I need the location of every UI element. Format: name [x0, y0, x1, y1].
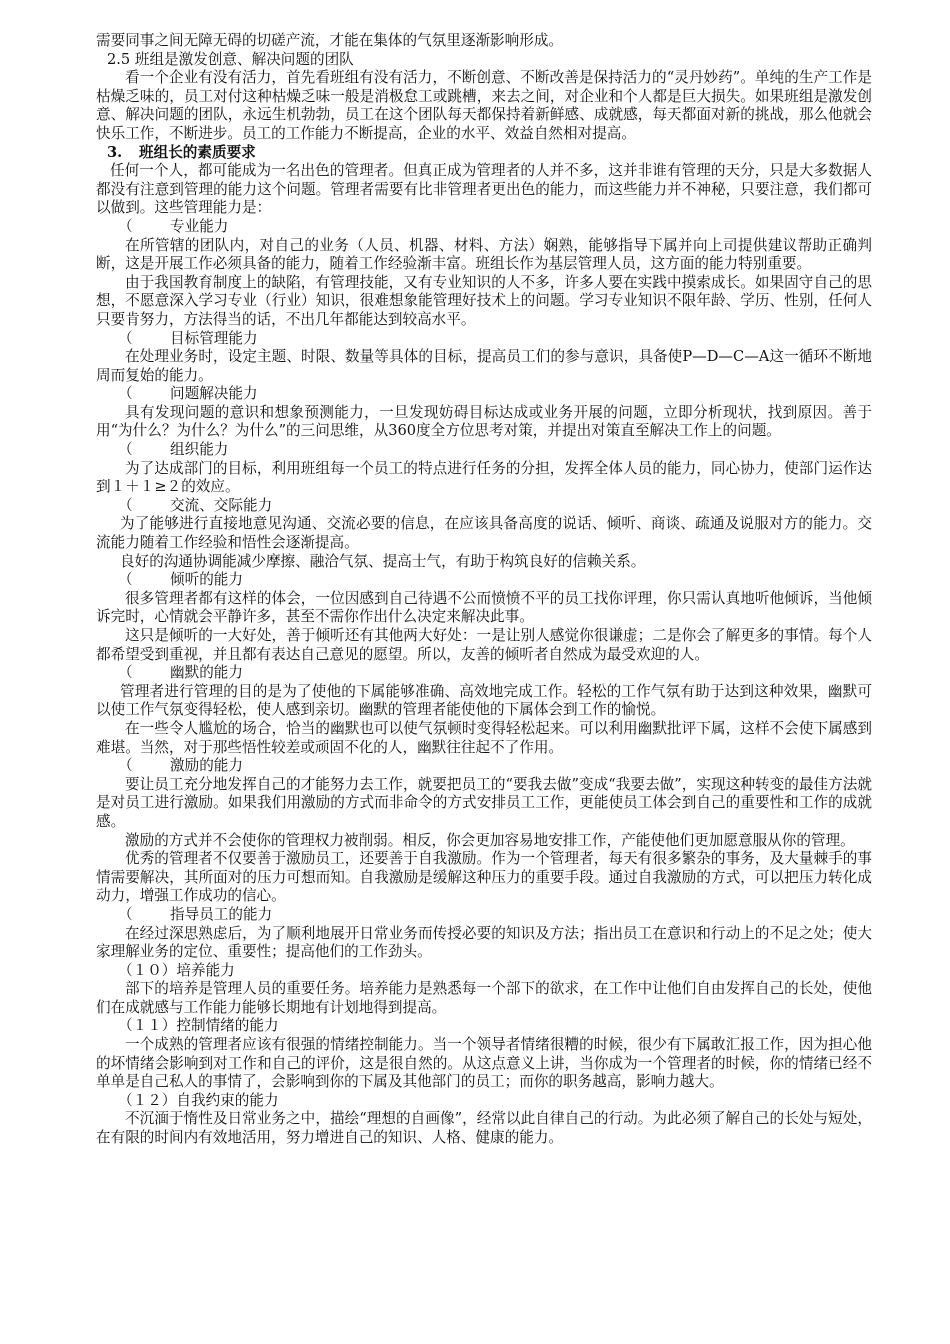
ability-title: 幽默的能力 — [170, 664, 243, 682]
ability-marker: （ — [118, 441, 133, 459]
body-paragraph: 具有发现问题的意识和想象预测能力，一旦发现妨碍目标达成或业务开展的问题，立即分析现状，找到原因。善于用“为什么？为什么？为什么”的三问思维，从360度全方位思考对策，并提出对策直至解决工作上的问题。 — [96, 403, 872, 440]
body-paragraph: 为了能够进行直接地意见沟通、交流必要的信息，在应该具备高度的说话、倾听、商谈、疏通及说服对方的能力。交流能力随着工作经验和悟性会逐渐提高。 — [96, 515, 872, 552]
ability-heading: （１１）控制情绪的能力 — [118, 1017, 279, 1035]
ability-heading — [96, 757, 872, 776]
ability-heading — [96, 906, 872, 925]
ability-heading — [96, 385, 872, 404]
ability-marker: （ — [118, 329, 133, 347]
section-heading: 2.5 班组是激发创意、解决问题的团队 — [107, 50, 354, 68]
ability-title: 专业能力 — [170, 217, 229, 235]
ability-marker: （ — [118, 664, 133, 682]
ability-heading — [96, 664, 872, 683]
chapter-number: 3. — [107, 143, 123, 161]
ability-title: 指导员工的能力 — [170, 905, 273, 923]
ability-heading — [96, 218, 872, 237]
ability-marker: （ — [118, 385, 133, 403]
body-paragraph: 在经过深思熟虑后，为了顺利地展开日常业务而传授必要的知识及方法；指出员工在意识和行动上的不足之处；使大家理解业务的定位、重要性；提高他们的工作劲头。 — [96, 924, 872, 961]
ability-title: 倾听的能力 — [170, 571, 243, 589]
ability-heading: （１２）自我约束的能力 — [118, 1091, 279, 1109]
document-body — [96, 32, 872, 1148]
ability-title: 组织能力 — [170, 441, 229, 459]
ability-marker: （ — [118, 905, 133, 923]
body-paragraph: 部下的培养是管理人员的重要任务。培养能力是熟悉每一个部下的欲求，在工作中让他们自由发挥自己的长处，使他们在成就感与工作能力能够长期地有计划地得到提高。 — [96, 980, 872, 1016]
body-paragraph: 由于我国教育制度上的缺陷，有管理技能，又有专业知识的人不多，许多人要在实践中摸索成长。如果固守自己的思想，不愿意深入学习专业（行业）知识，很难想象能管理好技术上的问题。学习专业知识不限年龄、学历、性别，任何人只要肯努力，方法得当的话，不出几年都能达到较高水平。 — [96, 273, 872, 328]
body-paragraph: 要让员工充分地发挥自己的才能努力去工作，就要把员工的“要我去做”变成“我要去做”，实现这种转变的最佳方法就是对员工进行激励。如果我们用激励的方式而非命令的方式安排员工工作，更能使员工体会到自己的重要性和工作的成就感。 — [96, 775, 872, 830]
body-paragraph: 在所管辖的团队内，对自己的业务（人员、机器、材料、方法）娴熟，能够指导下属并向上司提供建议帮助正确判断，这是开展工作必须具备的能力，随着工作经验渐丰富。班组长作为基层管理人员，这方面的能力特别重要。 — [96, 236, 872, 273]
ability-title: 交流、交际能力 — [170, 496, 273, 514]
ability-heading — [96, 571, 872, 590]
body-paragraph: 在一些令人尴尬的场合，恰当的幽默也可以使气氛顿时变得轻松起来。可以利用幽默批评下属，这样不会使下属感到难堪。当然，对于那些悟性较差或顽固不化的人，幽默往往起不了作用。 — [96, 719, 872, 756]
body-paragraph: 很多管理者都有这样的体会，一位因感到自己待遇不公而愤愤不平的员工找你评理，你只需认真地听他倾诉，当他倾诉完时，心情就会平静许多，甚至不需你作出什么决定来解决此事。 — [96, 589, 872, 626]
body-paragraph: 管理者进行管理的目的是为了使他的下属能够准确、高效地完成工作。轻松的工作气氛有助于达到这种效果，幽默可以使工作气氛变得轻松，使人感到亲切。幽默的管理者能使他的下属体会到工作的愉悦。 — [96, 682, 872, 719]
body-paragraph: 优秀的管理者不仅要善于激励员工，还要善于自我激励。作为一个管理者，每天有很多繁杂的事务，及大量棘手的事情需要解决，其所面对的压力可想而知。自我激励是缓解这种压力的重要手段。通过自我激励的方式，可以把压力转化成动力，增强工作成功的信心。 — [96, 850, 872, 905]
ability-marker: （ — [118, 757, 133, 775]
chapter-heading — [96, 144, 872, 163]
ability-marker: （ — [118, 571, 133, 589]
ability-marker: （ — [118, 217, 133, 235]
ability-heading — [96, 441, 872, 460]
body-paragraph: 看一个企业有没有活力，首先看班组有没有活力，不断创意、不断改善是保持活力的“灵丹妙药”。单纯的生产工作是枯燥乏味的，员工对付这种枯燥乏味一般是消极怠工或跳槽，来去之间，对企业和个人都是巨大损失。如果班组是激发创意、解决问题的团队，永远生机勃勃，员工在这个团队每天都保持着新鲜感、成就感，每天都面对新的挑战，那么他就会快乐工作，不断进步。员工的工作能力不断提高，企业的水平、效益自然相对提高。 — [96, 69, 872, 142]
body-paragraph: 为了达成部门的目标，利用班组每一个员工的特点进行任务的分担，发挥全体人员的能力，同心协力，使部门运作达到１＋１≥２的效应。 — [96, 459, 872, 496]
body-paragraph: 不沉湎于惰性及日常业务之中，描绘“理想的自画像”，经常以此自律自己的行动。为此必须了解自己的长处与短处，在有限的时间内有效地活用，努力增进自己的知识、人格、健康的能力。 — [96, 1110, 872, 1147]
chapter-title: 班组长的素质要求 — [139, 143, 256, 161]
body-paragraph: 一个成熟的管理者应该有很强的情绪控制能力。当一个领导者情绪很糟的时候，很少有下属敢汇报工作，因为担心他的坏情绪会影响到对工作和自己的评价，这是很自然的。从这点意义上讲，当你成为一个管理者的时候，你的情绪已经不单单是自己私人的事情了，会影响到你的下属及其他部门的员工；而你的职务越高，影响力越大。 — [96, 1036, 872, 1091]
ability-heading — [96, 330, 872, 349]
ability-heading: （１０）培养能力 — [118, 961, 235, 979]
body-paragraph: 任何一个人，都可能成为一名出色的管理者。但真正成为管理者的人并不多，这并非谁有管理的天分，只是大多数据人都没有注意到管理的能力这个问题。管理者需要有比非管理者更出色的能力，而这些能力并不神秘，只要注意，我们都可以做到。这些管理能力是： — [96, 162, 872, 217]
body-paragraph: 需要同事之间无障无碍的切磋产流，才能在集体的气氛里逐渐影响形成。 — [96, 32, 564, 49]
body-paragraph: 激励的方式并不会使你的管理权力被削弱。相反，你会更加容易地安排工作，产能使他们更加愿意服从你的管理。 — [125, 831, 855, 849]
ability-title: 目标管理能力 — [170, 329, 258, 347]
body-paragraph: 这只是倾听的一大好处，善于倾听还有其他两大好处：一是让别人感觉你很谦虚；二是你会了解更多的事情。每个人都希望受到重视，并且都有表达自己意见的愿望。所以，友善的倾听者自然成为最受欢迎的人。 — [96, 627, 872, 663]
ability-heading — [96, 497, 872, 516]
ability-title: 问题解决能力 — [170, 385, 258, 403]
body-paragraph: 良好的沟通协调能减少摩擦、融洽气氛、提高士气，有助于构筑良好的信赖关系。 — [120, 552, 646, 570]
ability-marker: （ — [118, 496, 133, 514]
body-paragraph: 在处理业务时，设定主题、时限、数量等具体的目标，提高员工们的参与意识，具备使P—D—C—A这一循环不断地周而复始的能力。 — [96, 348, 872, 384]
ability-title: 激励的能力 — [170, 757, 243, 775]
